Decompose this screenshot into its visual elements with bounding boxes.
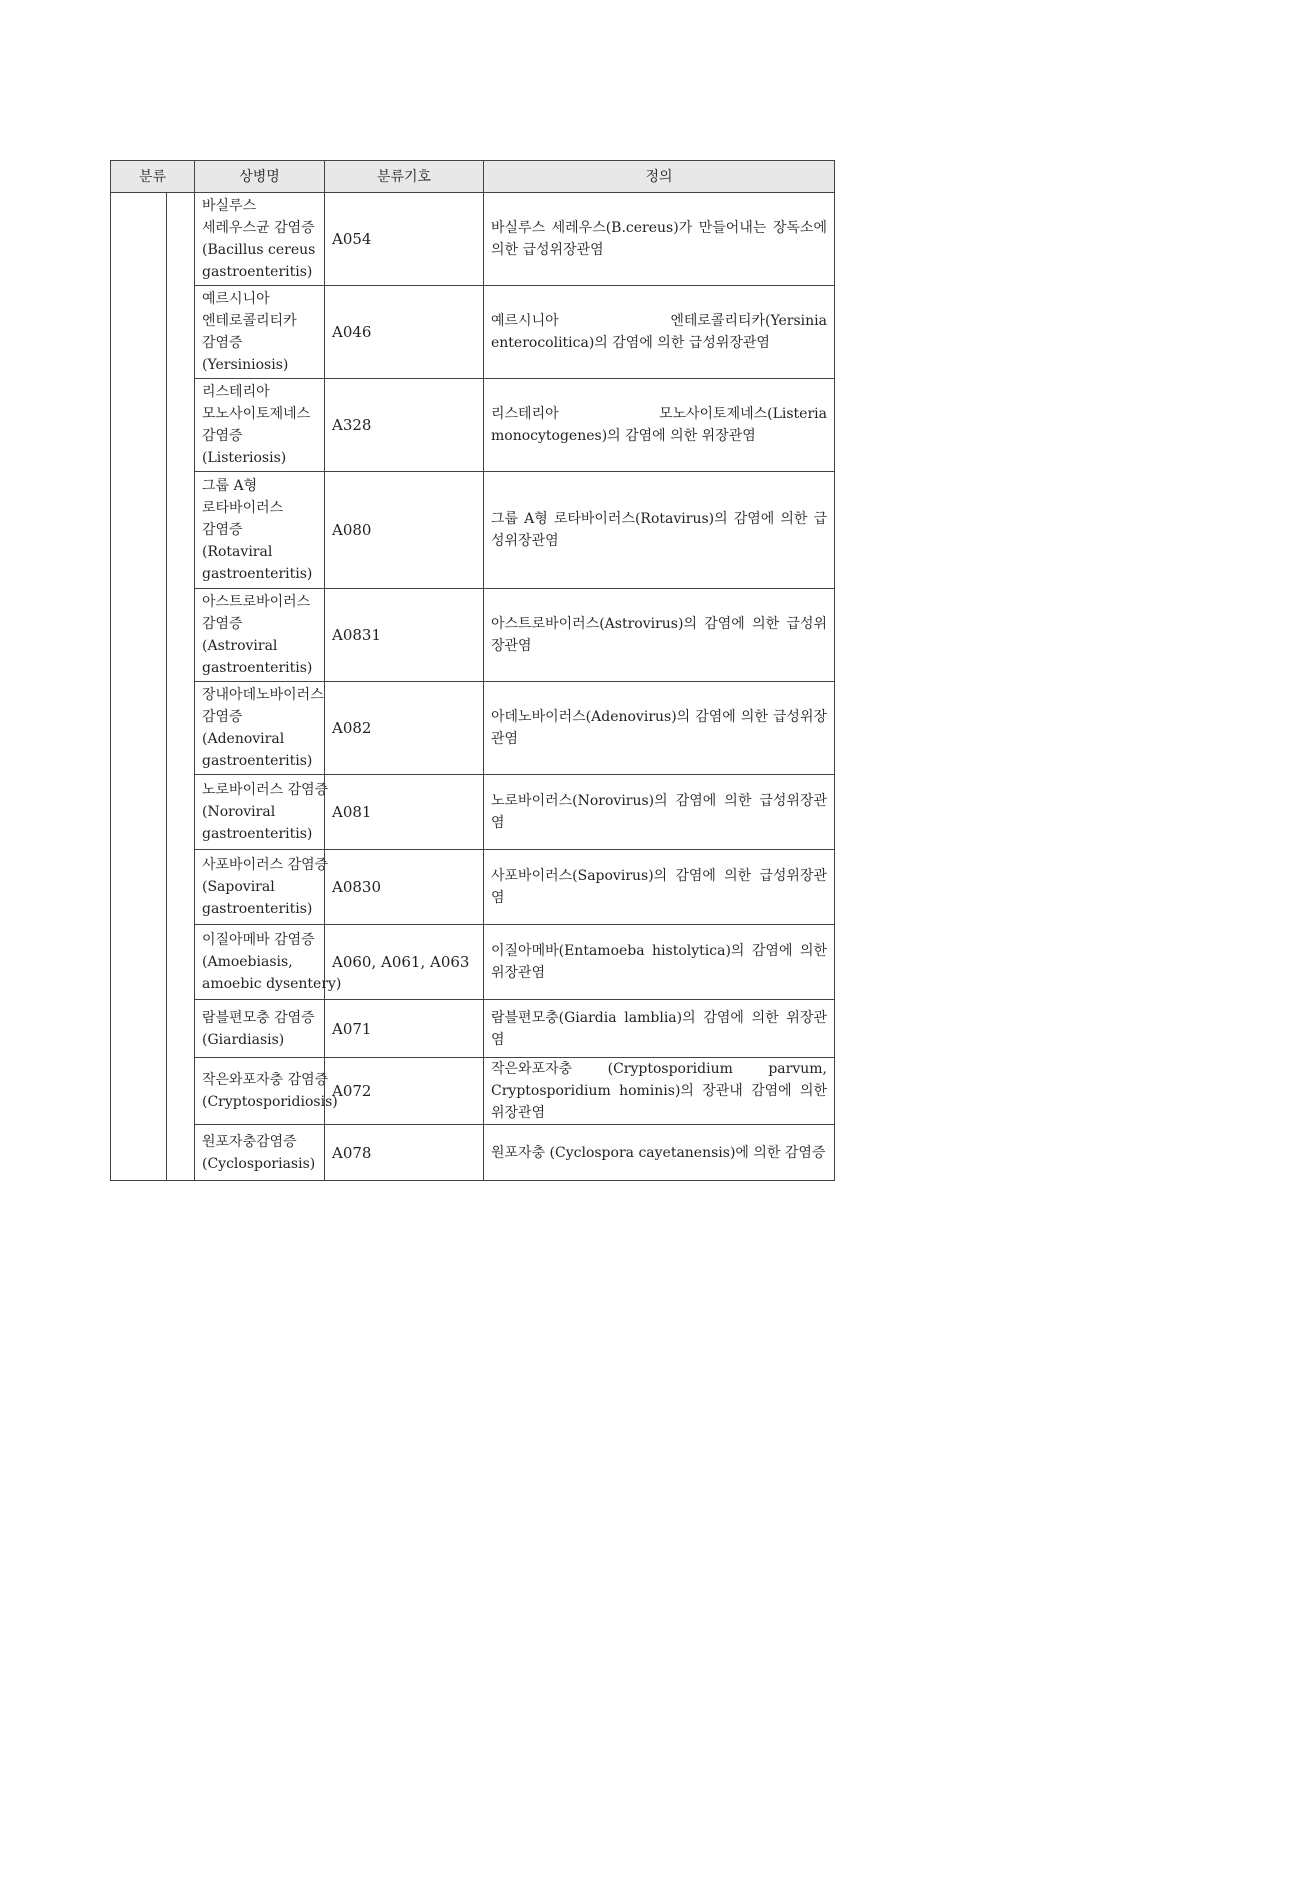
disease-name-line: (Listeriosis): [202, 450, 287, 466]
definition-cell: 리스테리아 모노사이토제네스(Listeria monocytogenes)의 감염에 의한 위장관염: [484, 379, 835, 472]
table-row: [111, 925, 835, 1000]
classification-code-cell: A071: [325, 1000, 484, 1058]
table-row: [111, 379, 835, 472]
table-row: [111, 850, 835, 925]
disease-name-line: 모노사이토제네스: [202, 406, 311, 422]
definition-cell: 노로바이러스(Norovirus)의 감염에 의한 급성위장관염: [484, 775, 835, 850]
disease-name-line: 장내아데노바이러스: [202, 687, 324, 703]
definition-cell: 사포바이러스(Sapovirus)의 감염에 의한 급성위장관염: [484, 850, 835, 925]
disease-name-line: (Rotaviral: [202, 544, 273, 560]
disease-classification-table: [110, 160, 835, 1181]
disease-name-line: 바실루스: [202, 198, 257, 214]
disease-name-line: 세레우스균 감염증: [202, 220, 315, 236]
disease-name-cell: [195, 589, 325, 682]
definition-cell: 작은와포자충 (Cryptosporidium parvum, Cryptosporidium hominis)의 장관내 감염에 의한 위장관염: [484, 1058, 835, 1125]
classification-code-cell: A082: [325, 682, 484, 775]
disease-name-line: gastroenteritis): [202, 826, 313, 842]
table-row: [111, 472, 835, 589]
disease-name-line: 로타바이러스: [202, 500, 284, 516]
category-cell: [111, 193, 167, 1181]
table-row: [111, 286, 835, 379]
classification-code-cell: A060, A061, A063: [325, 925, 484, 1000]
disease-name-cell: [195, 286, 325, 379]
definition-cell: 예르시니아 엔테로콜리티카(Yersinia enterocolitica)의 감염에 의한 급성위장관염: [484, 286, 835, 379]
disease-name-line: 리스테리아: [202, 384, 270, 400]
disease-name-line: 감염증: [202, 428, 243, 444]
disease-name-cell: [195, 682, 325, 775]
subcategory-cell: [167, 193, 195, 1181]
classification-code-cell: A046: [325, 286, 484, 379]
table-row: [111, 682, 835, 775]
classification-code-cell: A0831: [325, 589, 484, 682]
disease-name-line: 이질아메바 감염증: [202, 932, 315, 948]
classification-code-cell: A078: [325, 1125, 484, 1181]
disease-name-cell: [195, 1000, 325, 1058]
disease-name-line: (Giardiasis): [202, 1031, 285, 1048]
disease-name-line: (Yersiniosis): [202, 357, 289, 373]
disease-name-line: gastroenteritis): [202, 660, 313, 676]
disease-name-cell: [195, 472, 325, 589]
definition-cell: 이질아메바(Entamoeba histolytica)의 감염에 의한 위장관염: [484, 925, 835, 1000]
disease-name-line: (Noroviral: [202, 804, 276, 820]
disease-name-line: 작은와포자충 감염증: [202, 1072, 329, 1088]
header-definition: 정의: [484, 161, 835, 193]
classification-code-cell: A0830: [325, 850, 484, 925]
disease-name-line: (Cryptosporidiosis): [202, 1094, 338, 1110]
definition-cell: 람블편모충(Giardia lamblia)의 감염에 의한 위장관염: [484, 1000, 835, 1058]
table-row: [111, 193, 835, 286]
disease-name-line: gastroenteritis): [202, 901, 313, 917]
disease-name-line: gastroenteritis): [202, 566, 313, 582]
disease-name-line: gastroenteritis): [202, 264, 313, 280]
disease-name-line: 노로바이러스 감염증: [202, 782, 329, 798]
definition-cell: 아스트로바이러스(Astrovirus)의 감염에 의한 급성위장관염: [484, 589, 835, 682]
disease-name-line: 원포자충감염증: [202, 1133, 297, 1150]
disease-name-line: 그룹 A형: [202, 478, 258, 494]
table-row: [111, 1058, 835, 1125]
disease-name-line: amoebic dysentery): [202, 976, 342, 992]
disease-name-cell: [195, 193, 325, 286]
disease-name-line: 감염증: [202, 335, 243, 351]
definition-cell: 아데노바이러스(Adenovirus)의 감염에 의한 급성위장관염: [484, 682, 835, 775]
disease-name-line: 예르시니아: [202, 291, 270, 307]
disease-name-line: gastroenteritis): [202, 753, 313, 769]
definition-cell: 원포자충 (Cyclospora cayetanensis)에 의한 감염증: [484, 1125, 835, 1181]
table-body: [111, 193, 835, 1181]
disease-name-line: (Bacillus cereus: [202, 242, 316, 258]
header-category: 분류: [111, 161, 195, 193]
disease-name-cell: [195, 925, 342, 1000]
header-row: [111, 161, 835, 193]
disease-name-cell: [195, 850, 329, 925]
disease-name-line: 감염증: [202, 616, 243, 632]
disease-name-line: 감염증: [202, 522, 243, 538]
disease-name-line: (Sapoviral: [202, 879, 275, 895]
classification-code-cell: A054: [325, 193, 484, 286]
disease-name-line: 람블편모충 감염증: [202, 1009, 315, 1026]
classification-code-cell: A328: [325, 379, 484, 472]
header-disease-name: 상병명: [195, 161, 325, 193]
disease-name-cell: [195, 1125, 325, 1181]
definition-cell: 바실루스 세레우스(B.cereus)가 만들어내는 장독소에 의한 급성위장관염: [484, 193, 835, 286]
disease-name-cell: [195, 1058, 338, 1125]
table-row: [111, 1000, 835, 1058]
disease-name-cell: [195, 379, 325, 472]
disease-name-line: 감염증: [202, 709, 243, 725]
disease-name-line: (Amoebiasis,: [202, 954, 293, 970]
disease-name-line: (Astroviral: [202, 638, 278, 654]
table-row: [111, 1125, 835, 1181]
disease-name-line: 사포바이러스 감염증: [202, 857, 329, 873]
header-code: 분류기호: [325, 161, 484, 193]
disease-name-line: (Adenoviral: [202, 731, 285, 747]
classification-code-cell: A072: [325, 1058, 484, 1125]
definition-cell: 그룹 A형 로타바이러스(Rotavirus)의 감염에 의한 급성위장관염: [484, 472, 835, 589]
disease-name-line: 아스트로바이러스: [202, 594, 311, 610]
classification-code-cell: A080: [325, 472, 484, 589]
disease-name-line: 엔테로콜리티카: [202, 313, 297, 329]
classification-code-cell: A081: [325, 775, 484, 850]
disease-name-line: (Cyclosporiasis): [202, 1155, 316, 1172]
disease-name-cell: [195, 775, 329, 850]
table-row: [111, 589, 835, 682]
table-row: [111, 775, 835, 850]
